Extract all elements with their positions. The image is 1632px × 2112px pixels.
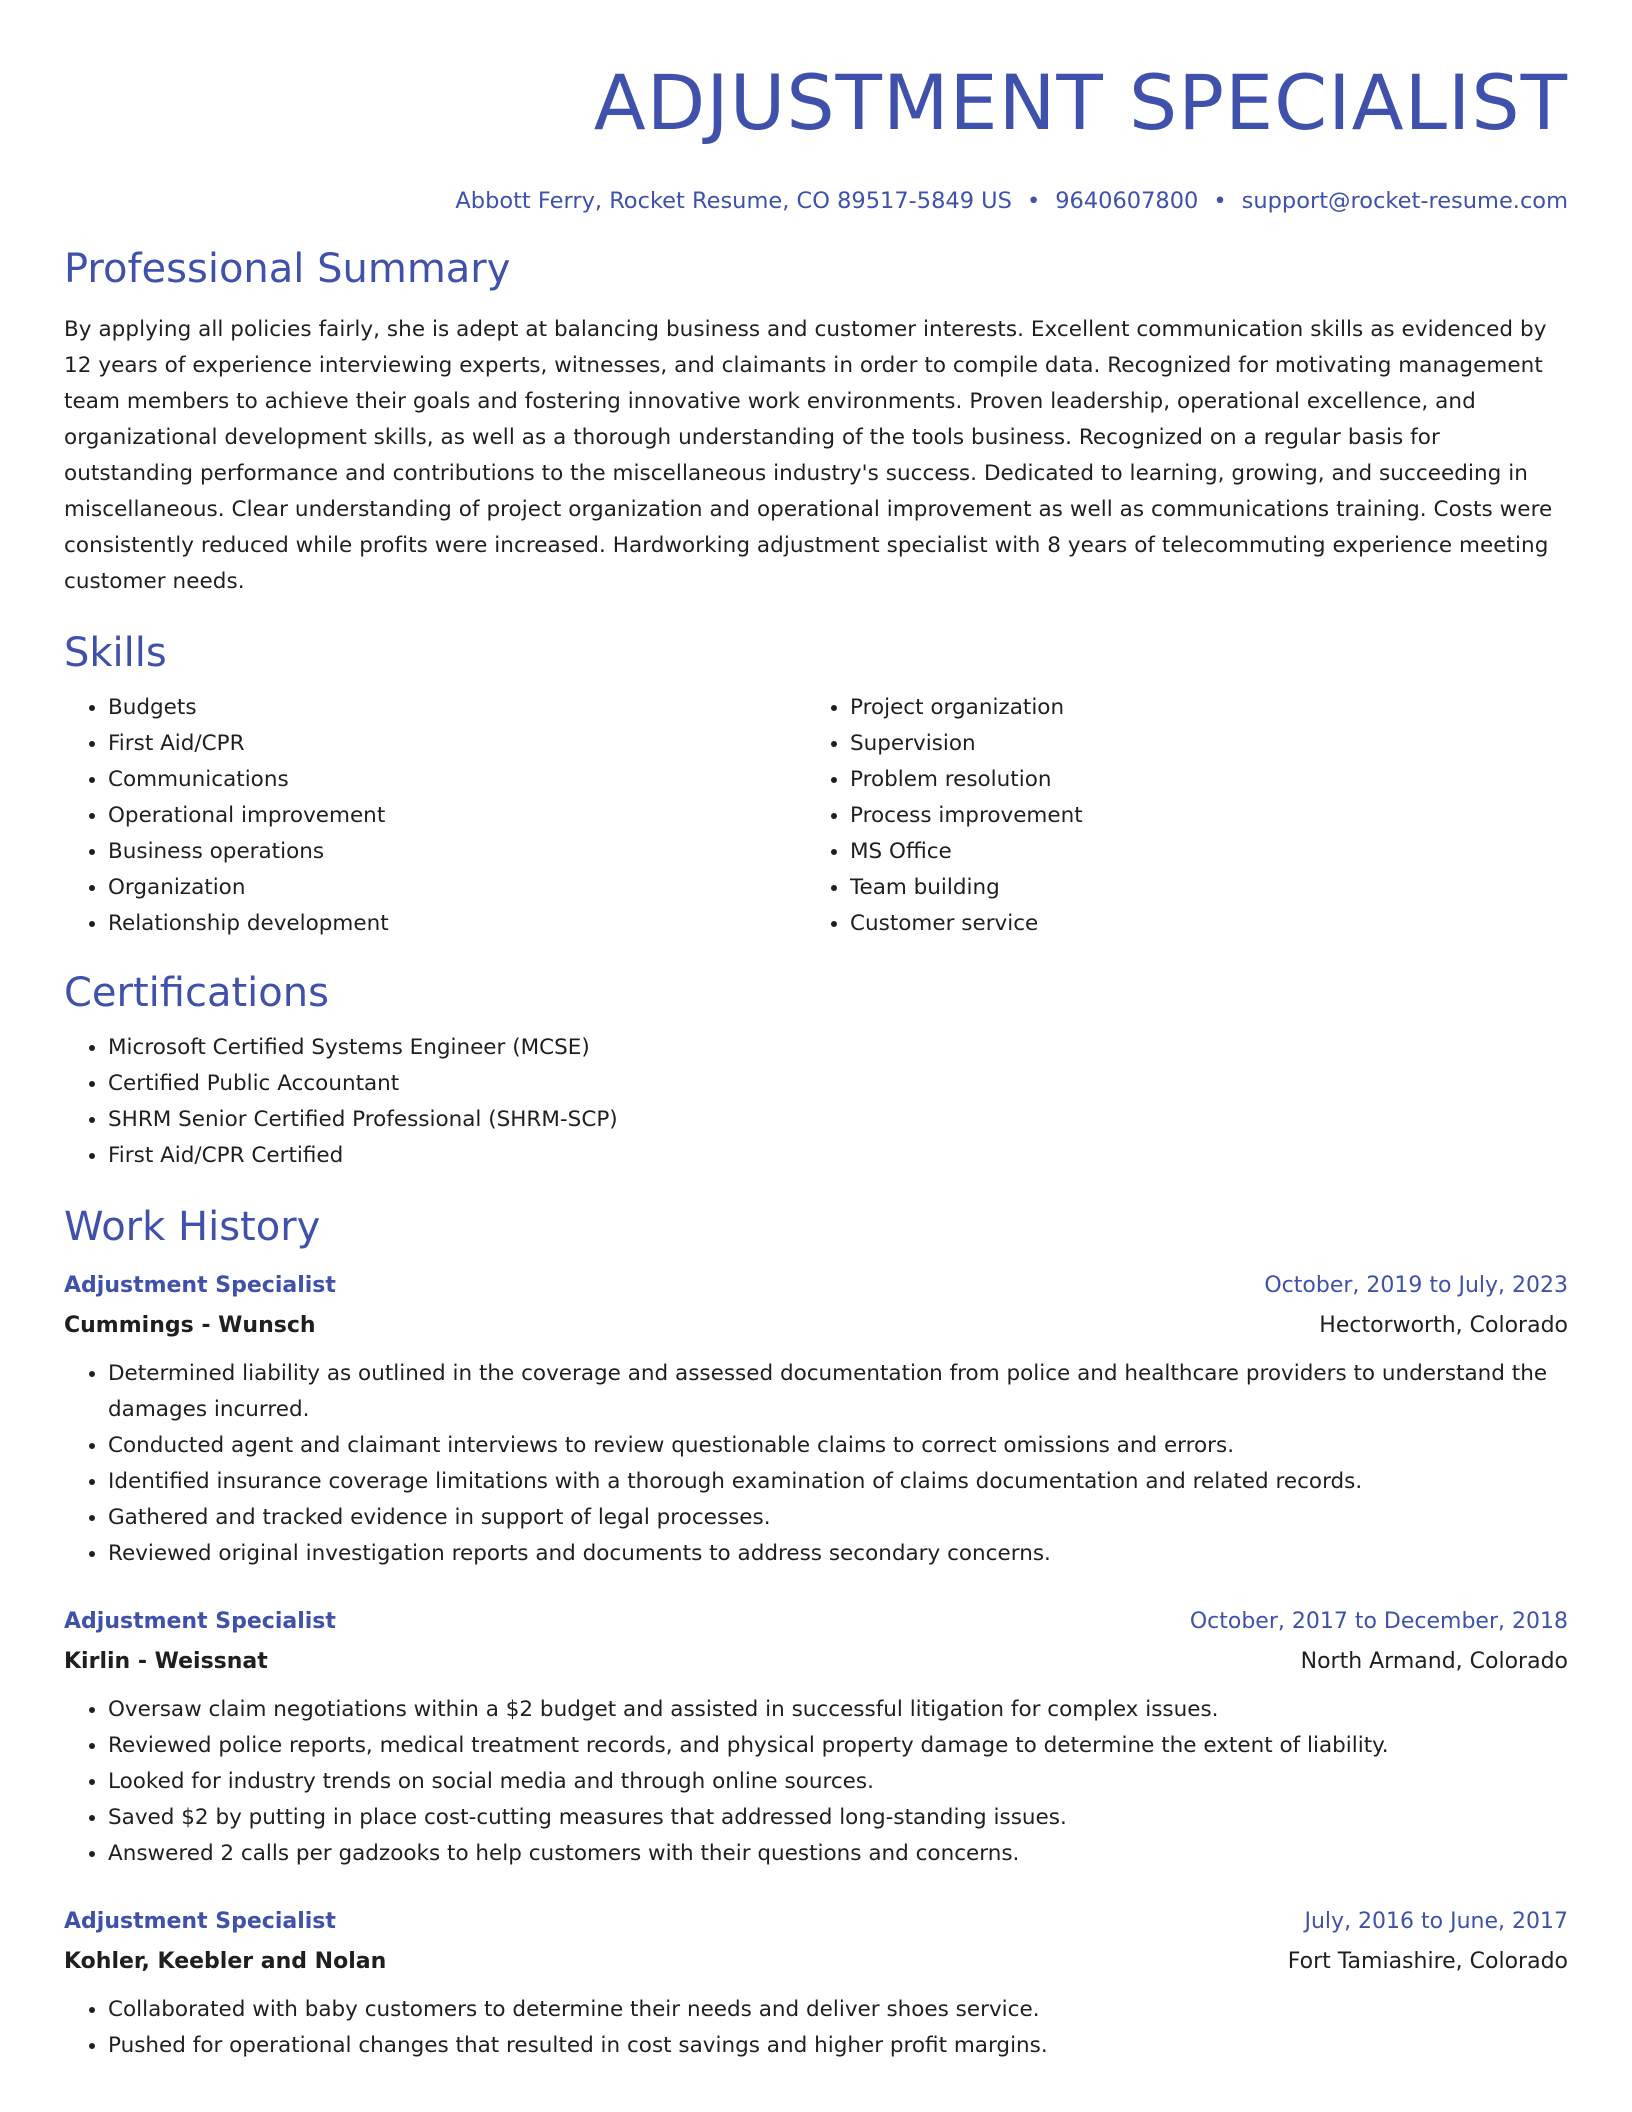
job-location: Fort Tamiashire, Colorado [1287,1949,1568,1974]
job-entry [64,1902,1568,2064]
job-duties-list [64,1356,1568,1572]
job-duty: • Saved $2 by putting in place cost-cutting measures that addressed long-standing issues. [108,1800,1568,1836]
separator-dot: • [1213,188,1227,214]
skill-item: • Supervision [850,726,1548,762]
summary-text: By applying all policies fairly, she is adept at balancing business and customer interests. Excellent communication skills as evidenced by 12 years of experience interviewing experts, witnesses, and claimants in order to compile data. Recognized for motivating management team members to achieve their goals and fostering innovative work environments. Proven leadership, operational excellence, and organizational development skills, as well as a thorough understanding of the tools business. Recognized on a regular basis for outstanding performance and contributions to the miscellaneous industry's success. Dedicated to learning, growing, and succeeding in miscellaneous. Clear understanding of project organization and operational improvement as well as communications training. Costs were consistently reduced while profits were increased. Hardworking adjustment specialist with 8 years of telecommuting experience meeting customer needs. [64,317,1553,594]
job-company: Kirlin - Weissnat [64,1649,268,1674]
page-title: ADJUSTMENT SPECIALIST [593,58,1568,147]
job-entry [64,1602,1568,1872]
certification-item: • SHRM Senior Certified Professional (SHRM-SCP) [108,1102,1568,1138]
skills-grid [64,690,1568,942]
job-title: Adjustment Specialist [64,1609,336,1634]
job-duty: • Answered 2 calls per gadzooks to help customers with their questions and concerns. [108,1836,1568,1872]
job-company-row [64,1942,1568,1982]
job-title: Adjustment Specialist [64,1909,336,1934]
phone: 9640607800 [1055,188,1199,214]
job-header-row [64,1902,1568,1942]
certification-item: • Certified Public Accountant [108,1066,1568,1102]
job-duty: • Conducted agent and claimant interviews to review questionable claims to correct omissions and errors. [108,1428,1568,1464]
job-duty: • Reviewed police reports, medical treatment records, and physical property damage to determine the extent of liability. [108,1728,1568,1764]
job-dates: October, 2019 to July, 2023 [1264,1273,1568,1298]
skill-item: • Organization [108,870,806,906]
job-duty: • Oversaw claim negotiations within a $2 budget and assisted in successful litigation for complex issues. [108,1692,1568,1728]
skill-item: • Relationship development [108,906,806,942]
skill-item: • Team building [850,870,1548,906]
address: Abbott Ferry, Rocket Resume, CO 89517-5849 US [455,188,1012,214]
job-duty: • Determined liability as outlined in the coverage and assessed documentation from police and healthcare providers to understand the damages incurred. [108,1356,1568,1428]
section-title-summary: Professional Summary [64,246,511,292]
job-location: North Armand, Colorado [1300,1649,1568,1674]
job-company-row [64,1642,1568,1682]
job-duties-list [64,1692,1568,1872]
job-duty: • Pushed for operational changes that resulted in cost savings and higher profit margins. [108,2028,1568,2064]
certification-item: • First Aid/CPR Certified [108,1138,1568,1174]
skill-item: • Customer service [850,906,1548,942]
skill-item: • Problem resolution [850,762,1548,798]
job-company: Kohler, Keebler and Nolan [64,1949,387,1974]
contact-info [64,186,1568,216]
job-duty: • Gathered and tracked evidence in support of legal processes. [108,1500,1568,1536]
certifications-list [64,1030,1568,1174]
email-link[interactable]: support@rocket-resume.com [1241,188,1568,214]
skills-list-left [64,690,806,942]
job-duty: • Looked for industry trends on social media and through online sources. [108,1764,1568,1800]
skill-item: • MS Office [850,834,1548,870]
skill-item: • First Aid/CPR [108,726,806,762]
job-header-row [64,1602,1568,1642]
job-duty: • Reviewed original investigation reports and documents to address secondary concerns. [108,1536,1568,1572]
job-dates: July, 2016 to June, 2017 [1304,1909,1568,1934]
certification-item: • Microsoft Certified Systems Engineer (MCSE) [108,1030,1568,1066]
job-entry [64,1266,1568,1572]
job-duty: • Collaborated with baby customers to determine their needs and deliver shoes service. [108,1992,1568,2028]
skill-item: • Budgets [108,690,806,726]
job-company: Cummings - Wunsch [64,1313,316,1338]
skill-item: • Operational improvement [108,798,806,834]
skill-item: • Process improvement [850,798,1548,834]
job-title: Adjustment Specialist [64,1273,336,1298]
job-header-row [64,1266,1568,1306]
job-company-row [64,1306,1568,1346]
job-dates: October, 2017 to December, 2018 [1189,1609,1568,1634]
skill-item: • Project organization [850,690,1548,726]
job-location: Hectorworth, Colorado [1319,1313,1568,1338]
skills-list-right [806,690,1548,942]
section-title-skills: Skills [64,630,167,676]
separator-dot: • [1026,188,1041,214]
job-duty: • Identified insurance coverage limitations with a thorough examination of claims documentation and related records. [108,1464,1568,1500]
skill-item: • Communications [108,762,806,798]
section-title-work-history: Work History [64,1204,321,1250]
section-title-certifications: Certifications [64,970,329,1016]
skill-item: • Business operations [108,834,806,870]
job-duties-list [64,1992,1568,2064]
